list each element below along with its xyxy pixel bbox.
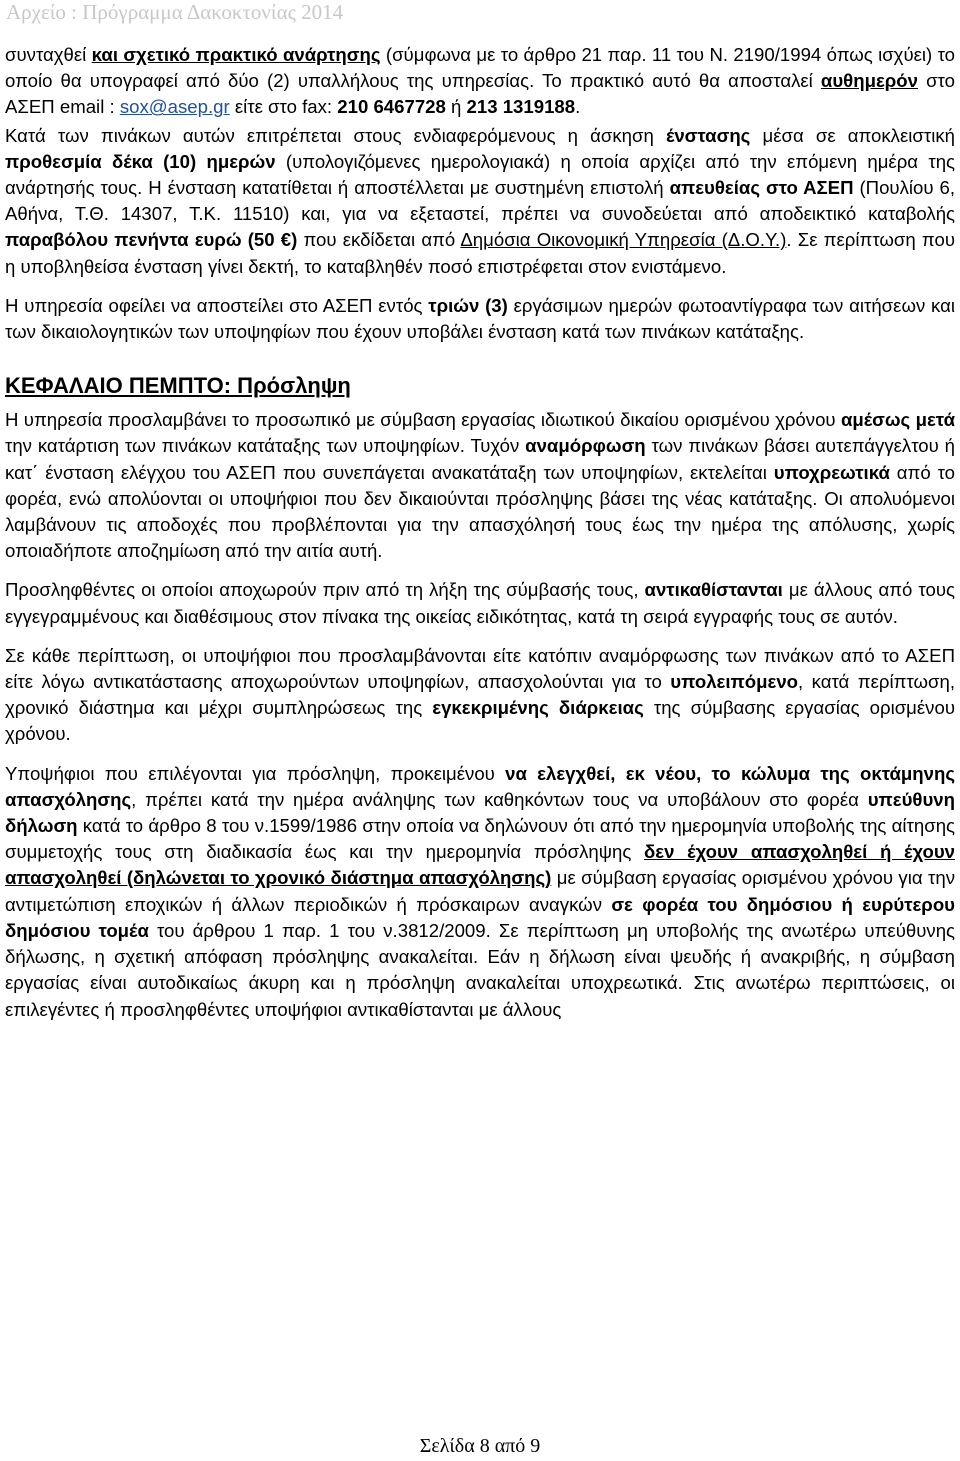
text: συνταχθεί [5, 44, 92, 65]
paragraph-objection [5, 123, 955, 280]
emphasis: αντικαθίστανται [644, 579, 783, 601]
emphasis: και σχετικό πρακτικό ανάρτησης [91, 44, 381, 65]
emphasis: ένστασης [665, 124, 751, 146]
text: Προσληφθέντες οι οποίοι αποχωρούν πριν από τη λήξη της σύμβασής τους, [5, 579, 645, 601]
text: κατά το άρθρο 8 του ν.1599/1986 στην οποία να δηλώνουν ότι από την ημερομηνία υποβολής της αίτησης συμμετοχής τους στη διαδικασία έως και την ημερομηνία πρόσληψης [5, 815, 955, 863]
emphasis: υπεύθυνη δήλωση [5, 788, 955, 837]
text: που εκδίδεται από [297, 229, 461, 251]
paragraph-declaration [5, 761, 955, 1023]
emphasis: αυθημερόν [820, 70, 918, 92]
text: Κατά των πινάκων αυτών επιτρέπεται στους ενδιαφερόμενους η άσκηση [5, 124, 666, 146]
emphasis-underlined: δεν έχουν απασχοληθεί ή έχουν απασχοληθεί (δηλώνεται το χρονικό διάστημα απασχόλησης) [5, 841, 955, 889]
text: Υποψήφιοι που επιλέγονται για πρόσληψη, προκειμένου [5, 762, 506, 784]
text: εργάσιμων ημερών φωτοαντίγραφα των αιτήσεων και των δικαιολογητικών των υποψηφίων που έχουν υποβάλει ένσταση κατά των πινάκων κατάταξης. [5, 294, 955, 343]
document-header: Αρχείο : Πρόγραμμα Δακοκτονίας 2014 [6, 0, 344, 24]
text: της σύμβασης εργασίας ορισμένου χρόνου. [5, 697, 955, 745]
text: μέσα σε αποκλειστική [750, 124, 955, 146]
text: του άρθρου 1 παρ. 1 του ν.3812/2009. Σε περίπτωση μη υποβολής της ανωτέρω υπεύθυνης δήλωσης, η σχετική απόφαση πρόσληψης ανακαλείται. Εάν η δήλωση είναι ψευδής ή ανακριβής, η σύμβαση εργασίας είναι αυτοδικαίως άκυρη και η πρόσληψη ανακαλείται υποχρεωτικά. Στις ανωτέρω περιπτώσεις, οι επιλεγέντες ή προσληφθέντες υποψήφιοι αντικαθίστανται με άλλους [5, 919, 955, 1020]
text: , πρέπει κατά την ημέρα ανάληψης των καθηκόντων τους να υποβάλουν στο φορέα [131, 788, 868, 810]
paragraph-hiring [5, 407, 955, 564]
paragraph-photocopies [5, 293, 955, 345]
page-number: Σελίδα 8 από 9 [419, 1435, 541, 1457]
chapter-heading: ΚΕΦΑΛΑΙΟ ΠΕΜΠΤΟ: Πρόσληψη [5, 373, 351, 399]
emphasis: εγκεκριμένης διάρκειας [432, 697, 644, 719]
text: , κατά περίπτωση, χρονικό διάστημα και μέχρι συμπληρώσεως της [5, 671, 955, 719]
text: (υπολογιζόμενες ημερολογιακά) η οποία αρχίζει από την επόμενη ημέρα της ανάρτησής τους. Η ένσταση κατατίθεται ή αποστέλλεται με συστημένη επιστολή [5, 150, 956, 199]
emphasis: υποχρεωτικά [773, 461, 890, 483]
emphasis: παραβόλου πενήντα ευρώ (50 €) [5, 229, 298, 251]
email-link[interactable]: sox@asep.gr [119, 96, 230, 118]
emphasis: αναμόρφωση [525, 435, 646, 457]
paragraph-replacement [5, 577, 955, 629]
emphasis: προθεσμία δέκα (10) ημερών [5, 150, 276, 172]
document-body [5, 42, 955, 1036]
emphasis: αμέσως μετά [840, 409, 955, 431]
text: . Σε περίπτωση που η υποβληθείσα ένσταση γίνει δεκτή, το καταβληθέν ποσό επιστρέφεται στον ενιστάμενο. [5, 229, 955, 277]
text: στο ΑΣΕΠ email : [5, 70, 955, 118]
text: . [575, 96, 581, 118]
text: (σύμφωνα με το άρθρο 21 παρ. 11 του Ν. 2190/1994 όπως ισχύει) το οποίο θα υπογραφεί από δύο (2) υπαλλήλους της υπηρεσίας. Το πρακτικό αυτό θα αποσταλεί [5, 44, 955, 92]
text: είτε στο fax: [229, 96, 338, 118]
underlined-text: Δημόσια Οικονομική Υπηρεσία (Δ.Ο.Υ.) [460, 229, 787, 251]
emphasis: υπολειπόμενο [670, 671, 799, 693]
text: ή [445, 96, 467, 118]
text: την κατάρτιση των πινάκων κατάταξης των υποψηφίων. Τυχόν [5, 435, 526, 457]
fax-number: 210 6467728 [337, 96, 446, 118]
emphasis: να ελεγχθεί, εκ νέου, το κώλυμα της οκτάμηνης απασχόλησης [5, 762, 956, 810]
text: (Πουλίου 6, Αθήνα, Τ.Θ. 14307, Τ.Κ. 11510) και, για να εξεταστεί, πρέπει να συνοδεύεται από αποδεικτικό καταβολής [5, 177, 956, 225]
emphasis: σε φορέα του δημόσιου ή ευρύτερου δημόσιου τομέα [5, 893, 955, 941]
emphasis: απευθείας στο ΑΣΕΠ [669, 177, 854, 199]
text: με σύμβαση εργασίας ορισμένου χρόνου για την αντιμετώπιση εποχικών ή άλλων περιοδικών ή πρόσκαιρων αναγκών [5, 867, 955, 915]
text: με άλλους από τους εγγεγραμμένους και διαθέσιμους στον πίνακα της οικείας ειδικότητας, κατά τη σειρά εγγραφής τους σε αυτόν. [5, 579, 955, 627]
text: από το φορέα, ενώ απολύονται οι υποψήφιοι που δεν δικαιούνται πρόσληψης βάσει της νέας κατάταξης. Οι απολυόμενοι λαμβάνουν τις αποδοχές που προβλέπονται για την απασχόλησή τους έως την ημέρα της απόλυσης, χωρίς οποιαδήποτε αποζημίωση από την αιτία αυτή. [5, 461, 955, 562]
text: Σε κάθε περίπτωση, οι υποψήφιοι που προσλαμβάνονται είτε κατόπιν αναμόρφωσης των πινάκων από το ΑΣΕΠ είτε λόγω αντικατάστασης αποχωρούντων υποψηφίων, απασχολούνται για το [5, 644, 955, 693]
fax-number: 213 1319188 [466, 96, 576, 118]
paragraph-posting-record [5, 42, 955, 121]
text: Η υπηρεσία προσλαμβάνει το προσωπικό με σύμβαση εργασίας ιδιωτικού δικαίου ορισμένου χρόνου [5, 409, 841, 431]
text: των πινάκων βάσει αυτεπάγγελτου ή κατ΄ ένσταση ελέγχου του ΑΣΕΠ που συνεπάγεται ανακατάταξη των υποψηφίων, εκτελείται [5, 435, 956, 483]
paragraph-remaining-period [5, 643, 955, 748]
text: Η υπηρεσία οφείλει να αποστείλει στο ΑΣΕΠ εντός [5, 294, 429, 316]
emphasis: τριών (3) [428, 294, 508, 316]
